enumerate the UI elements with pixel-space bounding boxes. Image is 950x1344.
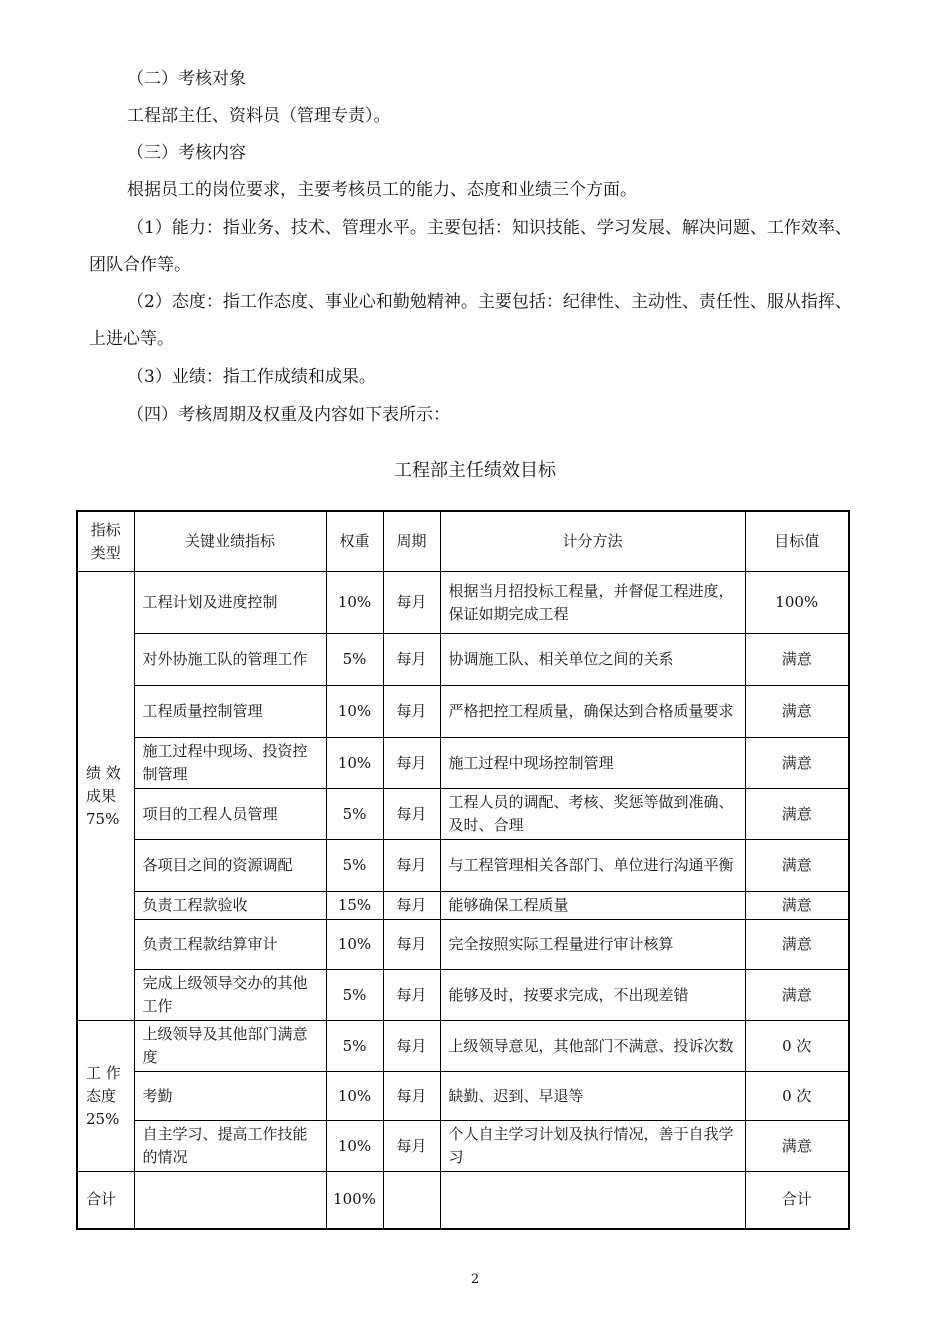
period-cell: 每月 (383, 789, 440, 840)
period-cell: 每月 (383, 634, 440, 686)
header-kpi: 关键业绩指标 (134, 511, 326, 572)
category-cell: 绩 效 成果75% (77, 572, 134, 1021)
kpi-cell: 各项目之间的资源调配 (134, 840, 326, 892)
weight-cell: 5% (326, 634, 383, 686)
kpi-cell: 施工过程中现场、投资控制管理 (134, 738, 326, 789)
period-cell: 每月 (383, 1021, 440, 1072)
weight-cell: 5% (326, 970, 383, 1021)
table-row (77, 1072, 849, 1121)
table-row (77, 572, 849, 634)
method-cell: 与工程管理相关各部门、单位进行沟通平衡 (440, 840, 745, 892)
table-row (77, 892, 849, 920)
method-cell: 个人自主学习计划及执行情况，善于自我学习 (440, 1121, 745, 1172)
weight-cell: 10% (326, 1072, 383, 1121)
target-cell: 满意 (745, 789, 849, 840)
total-weight: 100% (326, 1172, 383, 1229)
weight-cell: 10% (326, 920, 383, 970)
kpi-cell: 项目的工程人员管理 (134, 789, 326, 840)
period-cell: 每月 (383, 686, 440, 738)
paragraph-target: 工程部主任、资料员（管理专责）。 (127, 106, 391, 126)
period-cell: 每月 (383, 920, 440, 970)
kpi-cell: 自主学习、提高工作技能的情况 (134, 1121, 326, 1172)
period-cell: 每月 (383, 738, 440, 789)
table-row (77, 634, 849, 686)
target-cell: 满意 (745, 920, 849, 970)
weight-cell: 5% (326, 789, 383, 840)
paragraph-content: 根据员工的岗位要求，主要考核员工的能力、态度和业绩三个方面。 (127, 180, 637, 200)
table-row (77, 970, 849, 1021)
period-cell: 每月 (383, 1121, 440, 1172)
category-cell: 工 作态度25% (77, 1021, 134, 1172)
header-method: 计分方法 (440, 511, 745, 572)
header-period: 周期 (383, 511, 440, 572)
target-cell: 满意 (745, 686, 849, 738)
kpi-table (76, 510, 850, 1230)
method-cell: 严格把控工程质量，确保达到合格质量要求 (440, 686, 745, 738)
table-row (77, 789, 849, 840)
period-cell: 每月 (383, 892, 440, 920)
header-weight: 权重 (326, 511, 383, 572)
total-row (77, 1172, 849, 1229)
kpi-cell: 考勤 (134, 1072, 326, 1121)
total-period-empty (383, 1172, 440, 1229)
kpi-cell: 工程计划及进度控制 (134, 572, 326, 634)
target-cell: 满意 (745, 970, 849, 1021)
table-row (77, 920, 849, 970)
paragraph-ability: （1）能力：指业务、技术、管理水平。主要包括：知识技能、学习发展、解决问题、工作效率、团队合作等。 (89, 218, 852, 275)
target-cell: 100% (745, 572, 849, 634)
kpi-cell: 负责工程款结算审计 (134, 920, 326, 970)
method-cell: 协调施工队、相关单位之间的关系 (440, 634, 745, 686)
section-heading-cycle: （四）考核周期及权重及内容如下表所示： (127, 405, 450, 425)
period-cell: 每月 (383, 1072, 440, 1121)
weight-cell: 10% (326, 572, 383, 634)
header-target: 目标值 (745, 511, 849, 572)
section-heading-target: （二）考核对象 (127, 69, 246, 89)
period-cell: 每月 (383, 970, 440, 1021)
method-cell: 施工过程中现场控制管理 (440, 738, 745, 789)
target-cell: 满意 (745, 738, 849, 789)
table-row (77, 1121, 849, 1172)
target-cell: 0 次 (745, 1021, 849, 1072)
kpi-cell: 上级领导及其他部门满意度 (134, 1021, 326, 1072)
period-cell: 每月 (383, 840, 440, 892)
total-label: 合计 (77, 1172, 134, 1229)
method-cell: 完全按照实际工程量进行审计核算 (440, 920, 745, 970)
period-cell: 每月 (383, 572, 440, 634)
weight-cell: 5% (326, 1021, 383, 1072)
weight-cell: 10% (326, 1121, 383, 1172)
kpi-cell: 对外协施工队的管理工作 (134, 634, 326, 686)
method-cell: 工程人员的调配、考核、奖惩等做到准确、及时、合理 (440, 789, 745, 840)
kpi-cell: 完成上级领导交办的其他工作 (134, 970, 326, 1021)
target-cell: 满意 (745, 892, 849, 920)
table-header-row (77, 511, 849, 572)
method-cell: 能够及时，按要求完成，不出现差错 (440, 970, 745, 1021)
table-title: 工程部主任绩效目标 (394, 460, 556, 481)
paragraph-attitude: （2）态度：指工作态度、事业心和勤勉精神。主要包括：纪律性、主动性、责任性、服从指挥、上进心等。 (89, 292, 852, 349)
table-row (77, 738, 849, 789)
target-cell: 满意 (745, 840, 849, 892)
page-number: 2 (470, 1272, 480, 1287)
table-row (77, 686, 849, 738)
total-target: 合计 (745, 1172, 849, 1229)
header-category: 指标类型 (77, 511, 134, 572)
table-row (77, 840, 849, 892)
method-cell: 缺勤、迟到、早退等 (440, 1072, 745, 1121)
method-cell: 上级领导意见，其他部门不满意、投诉次数 (440, 1021, 745, 1072)
method-cell: 能够确保工程质量 (440, 892, 745, 920)
weight-cell: 10% (326, 686, 383, 738)
weight-cell: 5% (326, 840, 383, 892)
section-heading-content: （三）考核内容 (127, 143, 246, 163)
weight-cell: 10% (326, 738, 383, 789)
target-cell: 满意 (745, 1121, 849, 1172)
weight-cell: 15% (326, 892, 383, 920)
paragraph-performance: （3）业绩：指工作成绩和成果。 (127, 367, 376, 387)
kpi-cell: 工程质量控制管理 (134, 686, 326, 738)
target-cell: 满意 (745, 634, 849, 686)
total-method-empty (440, 1172, 745, 1229)
method-cell: 根据当月招投标工程量，并督促工程进度，保证如期完成工程 (440, 572, 745, 634)
kpi-cell: 负责工程款验收 (134, 892, 326, 920)
total-kpi-empty (134, 1172, 326, 1229)
target-cell: 0 次 (745, 1072, 849, 1121)
table-row (77, 1021, 849, 1072)
